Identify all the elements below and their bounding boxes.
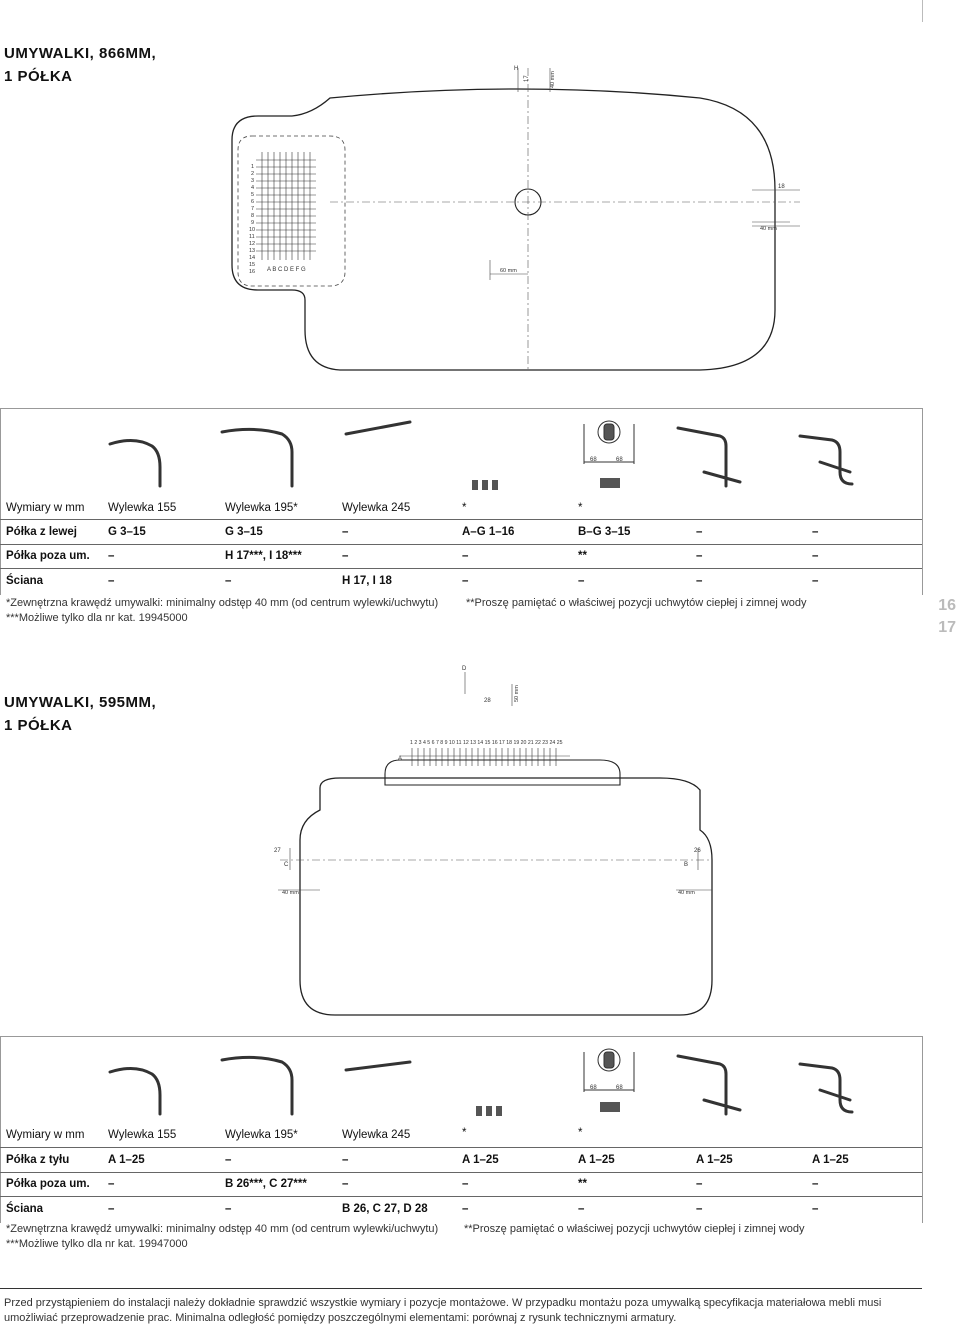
- spout-195-icon: [222, 429, 292, 486]
- dim-40-right: 40 mm: [678, 890, 695, 896]
- table2-row3-c6: –: [696, 1203, 703, 1215]
- table1-row3-c2: –: [225, 575, 232, 587]
- tap-bar-icon: [678, 1056, 740, 1114]
- table1-header-spout155: Wylewka 155: [108, 502, 177, 514]
- dim-18: 18: [778, 184, 785, 190]
- table1-row2-c3: –: [342, 550, 349, 562]
- svg-text:8: 8: [251, 213, 255, 219]
- table2-row-divider: [0, 1196, 922, 1197]
- spout-245-icon: [346, 422, 410, 434]
- tap-dim-68-right: 68: [616, 457, 623, 463]
- table1-tap-illustrations: [0, 412, 922, 497]
- table2-row1-c5: A 1–25: [578, 1154, 615, 1166]
- table2-row2-c3: –: [342, 1178, 349, 1190]
- table1-row-divider: [0, 519, 922, 520]
- table2-row-divider: [0, 1172, 922, 1173]
- table2-row2-c7: –: [812, 1178, 819, 1190]
- table1-note1: *Zewnętrzna krawędź umywalki: minimalny odstęp 40 mm (od centrum wylewki/uchwytu): [6, 597, 439, 609]
- table1-row-divider: [0, 544, 922, 545]
- table2-right-border: [922, 1036, 923, 1223]
- table1-row2-c6: –: [696, 550, 703, 562]
- table2-row2-c2: B 26***, C 27***: [225, 1178, 307, 1190]
- table2-row1-label: Półka z tyłu: [6, 1154, 70, 1166]
- section1-basin-diagram: [0, 50, 960, 400]
- spout-245-icon: [346, 1062, 410, 1070]
- svg-text:15: 15: [249, 262, 256, 268]
- svg-text:5: 5: [251, 192, 255, 198]
- table1-row1-label: Półka z lewej: [6, 526, 77, 538]
- table1-row2-c2: H 17***, I 18***: [225, 550, 302, 562]
- spout-155-icon: [110, 440, 160, 486]
- table2-note1: *Zewnętrzna krawędź umywalki: minimalny odstęp 40 mm (od centrum wylewki/uchwytu): [6, 1223, 439, 1235]
- spout-195-icon: [222, 1057, 292, 1114]
- table2-header-dimensions: Wymiary w mm: [6, 1129, 85, 1141]
- svg-text:1: 1: [251, 164, 255, 170]
- shelf-outline: [385, 760, 620, 785]
- footer-line1: Przed przystąpieniem do instalacji należy dokładnie sprawdzić wszystkie wymiary i pozycje montażowe. W przypadku montażu poza umywalką specyfikacja materiałowa mebli musi: [4, 1297, 882, 1309]
- dim-27: 27: [274, 848, 281, 854]
- table1-row3-c7: –: [812, 575, 819, 587]
- table1-row1-c4: A–G 1–16: [462, 526, 515, 538]
- dim-26: 26: [694, 848, 701, 854]
- table2-row3-c7: –: [812, 1203, 819, 1215]
- table1-row3-c5: –: [578, 575, 585, 587]
- dim-40-top: 40 mm: [550, 71, 556, 88]
- table2-row1-c3: –: [342, 1154, 349, 1166]
- svg-text:6: 6: [251, 199, 255, 205]
- table2-header-star2: *: [578, 1127, 583, 1139]
- svg-text:7: 7: [251, 206, 255, 212]
- table2-row3-label: Ściana: [6, 1203, 44, 1215]
- table2-row2-c1: –: [108, 1178, 115, 1190]
- grid-col-labels: A B C D E F G: [267, 267, 306, 273]
- table1-row1-c7: –: [812, 526, 819, 538]
- dim-40-right: 40 mm: [760, 226, 777, 232]
- table2-row2-c6: –: [696, 1178, 703, 1190]
- table1-top-border: [0, 408, 922, 409]
- table2-row3-c3: B 26, C 27, D 28: [342, 1203, 428, 1215]
- table1-row3-label: Ściana: [6, 575, 44, 587]
- table1-note3: ***Możliwe tylko dla nr kat. 19945000: [6, 612, 188, 624]
- table2-note2: **Proszę pamiętać o właściwej pozycji uchwytów ciepłej i zimnej wody: [464, 1223, 805, 1235]
- table1-header-star1: *: [462, 502, 467, 514]
- table1-note2: **Proszę pamiętać o właściwej pozycji uchwytów ciepłej i zimnej wody: [466, 597, 807, 609]
- svg-text:4: 4: [251, 185, 255, 191]
- table1-header-spout245: Wylewka 245: [342, 502, 411, 514]
- table1-row2-c7: –: [812, 550, 819, 562]
- tap-dim-68-right: 68: [616, 1085, 623, 1091]
- section1-title-line1: UMYWALKI, 866MM,: [4, 45, 157, 62]
- tap-bar-icon: [678, 428, 740, 486]
- table1-row1-c6: –: [696, 526, 703, 538]
- table2-header-spout195: Wylewka 195*: [225, 1129, 298, 1141]
- svg-text:3: 3: [251, 178, 255, 184]
- table2-tap-illustrations: [0, 1040, 922, 1125]
- dim-28: 28: [484, 698, 491, 704]
- basin-outline: [300, 778, 712, 1015]
- label-b: B: [684, 862, 689, 868]
- shelf-grid: [256, 152, 316, 260]
- table1-row1-c5: B–G 3–15: [578, 526, 631, 538]
- footer-text: [4, 1296, 954, 1325]
- footer-line2: umożliwiać przeprowadzenie prac. Minimalna odległość pomiędzy poszczególnymi elementami: porównaj z rysunk technicznymi armatury.: [4, 1311, 677, 1324]
- table2-row2-label: Półka poza um.: [6, 1178, 90, 1190]
- svg-text:14: 14: [249, 255, 256, 261]
- table2-header-spout155: Wylewka 155: [108, 1129, 177, 1141]
- svg-text:9: 9: [251, 220, 255, 226]
- section2-basin-diagram: [0, 666, 960, 1030]
- table2-row-divider: [0, 1147, 922, 1148]
- table1-row2-label: Półka poza um.: [6, 550, 90, 562]
- top-rule: [922, 0, 923, 22]
- dim-60: 60 mm: [500, 268, 517, 274]
- label-a: A: [398, 756, 403, 762]
- table2-header-spout245: Wylewka 245: [342, 1129, 411, 1141]
- table2-top-border: [0, 1036, 922, 1037]
- tap-lever-icon: [800, 436, 852, 484]
- table1-header-spout195: Wylewka 195*: [225, 502, 298, 514]
- table1-row-divider: [0, 568, 922, 569]
- table1-row1-c3: –: [342, 526, 349, 538]
- label-c: C: [284, 862, 289, 868]
- table2-row3-c2: –: [225, 1203, 232, 1215]
- basin-outline: [232, 89, 775, 370]
- dim-d: D: [462, 666, 467, 672]
- section2-title-line1: UMYWALKI, 595MM,: [4, 694, 157, 711]
- shelf-number-labels: 1 2 3 4 5 6 7 8 9 10 11 12 13 14 15 16 17 18 19 20 21 22 23 24 25: [410, 740, 563, 746]
- dim-40-left: 40 mm: [282, 890, 299, 896]
- table2-row3-c1: –: [108, 1203, 115, 1215]
- grid-row-labels: [249, 164, 255, 275]
- svg-text:13: 13: [249, 248, 256, 254]
- table2-note3: ***Możliwe tylko dla nr kat. 19947000: [6, 1238, 188, 1250]
- table1-row3-c6: –: [696, 575, 703, 587]
- dim-50: 50 mm: [514, 685, 520, 702]
- table2-row1-c4: A 1–25: [462, 1154, 499, 1166]
- table1-row3-c3: H 17, I 18: [342, 575, 392, 587]
- tap-lever-icon: [800, 1064, 852, 1112]
- table2-row1-c1: A 1–25: [108, 1154, 145, 1166]
- tap-dim-68-left: 68: [590, 457, 597, 463]
- table1-header-star2: *: [578, 502, 583, 514]
- shelf-tick-marks: [412, 748, 556, 766]
- footer-divider: [0, 1288, 922, 1289]
- svg-text:2: 2: [251, 171, 255, 177]
- page-number-16: 16: [938, 597, 956, 614]
- valve-icon: [472, 480, 478, 490]
- table2-row1-c2: –: [225, 1154, 232, 1166]
- table1-row1-c2: G 3–15: [225, 526, 263, 538]
- table2-row3-c4: –: [462, 1203, 469, 1215]
- svg-text:16: 16: [249, 269, 256, 275]
- page-number-17: 17: [938, 619, 956, 636]
- svg-text:10: 10: [249, 227, 256, 233]
- table2-row2-c4: –: [462, 1178, 469, 1190]
- table1-right-border: [922, 408, 923, 595]
- svg-text:12: 12: [249, 241, 256, 247]
- table1-row3-c4: –: [462, 575, 469, 587]
- table2-row2-c5: **: [578, 1178, 587, 1190]
- table1-row2-c5: **: [578, 550, 587, 562]
- valve-icon: [476, 1106, 482, 1116]
- table1-row3-c1: –: [108, 575, 115, 587]
- tap-dim-68-left: 68: [590, 1085, 597, 1091]
- table1-row2-c4: –: [462, 550, 469, 562]
- table2-row1-c6: A 1–25: [696, 1154, 733, 1166]
- table1-row2-c1: –: [108, 550, 115, 562]
- dim-17: 17: [524, 75, 530, 82]
- table2-row1-c7: A 1–25: [812, 1154, 849, 1166]
- dim-h: H: [514, 66, 519, 72]
- spout-155-icon: [110, 1068, 160, 1114]
- table2-row3-c5: –: [578, 1203, 585, 1215]
- svg-text:11: 11: [249, 234, 255, 240]
- table1-row1-c1: G 3–15: [108, 526, 146, 538]
- table2-header-star1: *: [462, 1127, 467, 1139]
- section1-title-line2: 1 PÓŁKA: [4, 68, 73, 85]
- table1-header-dimensions: Wymiary w mm: [6, 502, 85, 514]
- section2-title-line2: 1 PÓŁKA: [4, 717, 73, 734]
